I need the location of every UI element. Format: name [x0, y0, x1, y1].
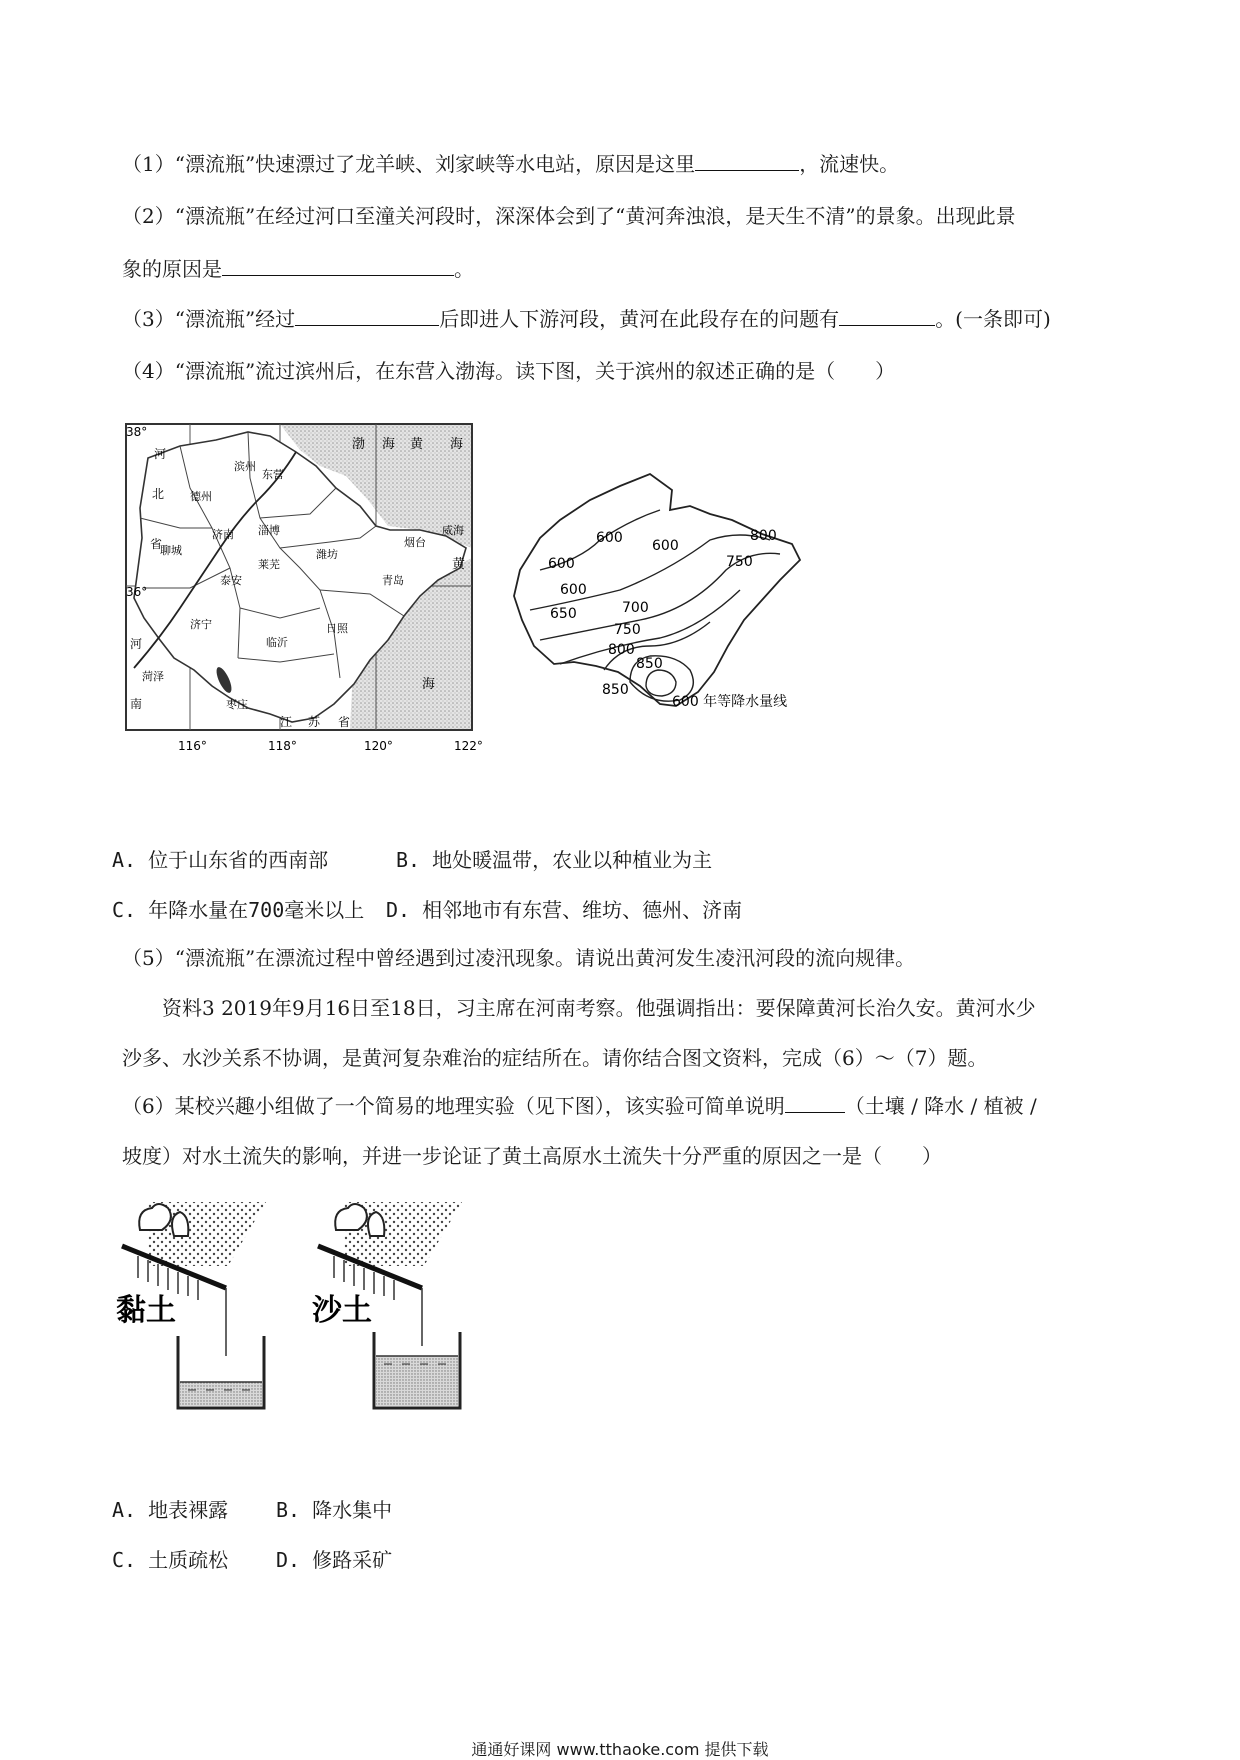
city-label-dongying: 东营 — [262, 468, 284, 481]
sea-label-bo: 渤 — [352, 437, 366, 452]
q1-answer-blank[interactable] — [695, 152, 799, 171]
sea-label-hai-3: 海 — [422, 677, 436, 692]
label-clay: 黏土 — [116, 1293, 176, 1328]
city-label-zibo: 淄博 — [258, 524, 280, 537]
page-footer: 通通好课网 www.tthaoke.com 提供下载 — [471, 1740, 769, 1759]
q2-text-b: 象的原因是 — [122, 257, 222, 281]
province-label-nan: 南 — [130, 697, 143, 711]
question-3 — [122, 305, 1051, 333]
province-label-sheng-1: 省 — [150, 537, 163, 551]
city-label-dezhou: 德州 — [190, 490, 212, 503]
sand-setup — [312, 1202, 462, 1408]
lon-label-120: 120° — [364, 739, 393, 753]
city-label-qingdao: 青岛 — [382, 574, 404, 587]
shandong-admin-map — [120, 418, 483, 760]
question-2-line2 — [122, 255, 474, 283]
q6-option-a[interactable]: A. 地表裸露 — [112, 1498, 229, 1522]
q4-option-c[interactable]: C. 年降水量在700毫米以上 — [112, 898, 365, 922]
q4-option-a[interactable]: A. 位于山东省的西南部 — [112, 848, 329, 872]
material-3-line1: 资料3 2019年9月16日至18日，习主席在河南考察。他强调指出：要保障黄河长治久安。黄河水少 — [162, 996, 1036, 1020]
q6-option-d[interactable]: D. 修路采矿 — [276, 1548, 393, 1572]
province-label-he-1: 河 — [154, 447, 167, 461]
q6-text-b: （土壤 / 降水 / 植被 / — [844, 1094, 1037, 1118]
soil-erosion-experiment — [116, 1196, 496, 1421]
province-label-bei: 北 — [152, 487, 165, 501]
isoline-label-850-a: 850 — [636, 656, 663, 672]
label-sand: 沙土 — [312, 1293, 372, 1328]
beaker-left — [178, 1336, 264, 1408]
isoline-label-800-b: 800 — [750, 528, 777, 544]
lon-label-122: 122° — [454, 739, 483, 753]
isoline-label-750-b: 750 — [726, 554, 753, 570]
isoline-label-850-b: 850 — [602, 682, 629, 698]
isoline-label-700: 700 — [622, 600, 649, 616]
city-label-rizhao: 日照 — [326, 622, 348, 635]
isoline-label-600-b: 600 — [652, 538, 679, 554]
city-label-taian: 泰安 — [220, 574, 242, 587]
province-label-he-2: 河 — [130, 637, 143, 651]
city-label-yantai: 烟台 — [404, 536, 426, 549]
city-label-weifang: 潍坊 — [316, 548, 338, 561]
isoline-label-750: 750 — [614, 622, 641, 638]
q3-text-a: （3）“漂流瓶”经过 — [122, 307, 296, 331]
city-label-jining: 济宁 — [190, 618, 212, 631]
clay-setup — [116, 1202, 266, 1408]
q1-text-a: （1）“漂流瓶”快速漂过了龙羊峡、刘家峡等水电站，原因是这里 — [122, 152, 696, 176]
q6-option-b[interactable]: B. 降水集中 — [276, 1498, 393, 1522]
isoline-legend: 600 年等降水量线 — [672, 694, 788, 710]
q3-text-b: 后即进人下游河段，黄河在此段存在的问题有 — [439, 307, 840, 331]
q4-option-d[interactable]: D. 相邻地市有东营、维坊、德州、济南 — [386, 898, 743, 922]
q6-text-a: （6）某校兴趣小组做了一个简易的地理实验（见下图），该实验可简单说明 — [122, 1094, 785, 1118]
sea-label-huang-1: 黄 — [410, 437, 424, 452]
province-label-su: 苏 — [308, 715, 321, 729]
q3-answer-blank-1[interactable] — [295, 307, 439, 326]
question-5 — [122, 944, 915, 972]
question-6-line2 — [122, 1142, 942, 1170]
q3-text-c: 。(一条即可) — [935, 307, 1051, 331]
lat-label-36: 36° — [126, 585, 148, 599]
q6-answer-blank[interactable] — [785, 1094, 845, 1113]
question-4 — [122, 357, 895, 385]
material-3-line2: 沙多、水沙关系不协调，是黄河复杂难治的症结所在。请你结合图文资料，完成（6）～（7）题。 — [122, 1046, 988, 1070]
province-label-jiang: 江 — [280, 715, 293, 729]
q2-answer-blank[interactable] — [222, 257, 454, 276]
sea-label-huang-2: 黄 — [452, 557, 466, 572]
lon-label-118: 118° — [268, 739, 297, 753]
question-6-line1 — [122, 1092, 1037, 1120]
q1-text-b: ，流速快。 — [799, 152, 900, 176]
q4-text: （4）“漂流瓶”流过滨州后，在东营入渤海。读下图，关于滨州的叙述正确的是（ ） — [122, 359, 896, 383]
sea-label-hai-1: 海 — [382, 437, 396, 452]
city-label-jinan: 济南 — [212, 528, 234, 541]
city-label-liaocheng: 聊城 — [160, 544, 182, 557]
q2-text-a: （2）“漂流瓶”在经过河口至潼关河段时，深深体会到了“黄河奔浊浪，是天生不清”的景象。出现此景 — [122, 204, 1016, 228]
q5-text: （5）“漂流瓶”在漂流过程中曾经遇到过凌汛现象。请说出黄河发生凌汛河段的流向规律。 — [122, 946, 916, 970]
isoline-label-600-c: 600 — [548, 556, 575, 572]
province-label-sheng-2: 省 — [338, 715, 351, 729]
question-2-line1 — [122, 202, 1016, 230]
sea-label-hai-2: 海 — [450, 437, 464, 452]
lat-label-38: 38° — [126, 425, 148, 439]
city-label-weihai: 威海 — [442, 524, 464, 537]
lon-label-116: 116° — [178, 739, 207, 753]
q6-text-c: 坡度）对水土流失的影响，并进一步论证了黄土高原水土流失十分严重的原因之一是（ ） — [122, 1144, 942, 1168]
q3-answer-blank-2[interactable] — [839, 307, 935, 326]
isoline-label-800: 800 — [608, 642, 635, 658]
q6-option-c[interactable]: C. 土质疏松 — [112, 1548, 229, 1572]
isoline-label-650: 650 — [550, 606, 577, 622]
isoline-label-600-d: 600 — [560, 582, 587, 598]
city-label-zaozhuang: 枣庄 — [226, 698, 248, 711]
city-label-linyi: 临沂 — [266, 636, 288, 649]
question-1 — [122, 150, 899, 178]
city-label-binzhou: 滨州 — [234, 460, 256, 473]
q2-text-c: 。 — [454, 257, 474, 281]
city-label-laiwu: 莱芜 — [258, 558, 280, 571]
precipitation-isoline-map — [500, 450, 820, 740]
q4-option-b[interactable]: B. 地处暖温带，农业以种植业为主 — [396, 848, 713, 872]
beaker-right — [374, 1332, 460, 1408]
city-label-heze: 菏泽 — [142, 670, 164, 683]
isoline-label-600-a: 600 — [596, 530, 623, 546]
